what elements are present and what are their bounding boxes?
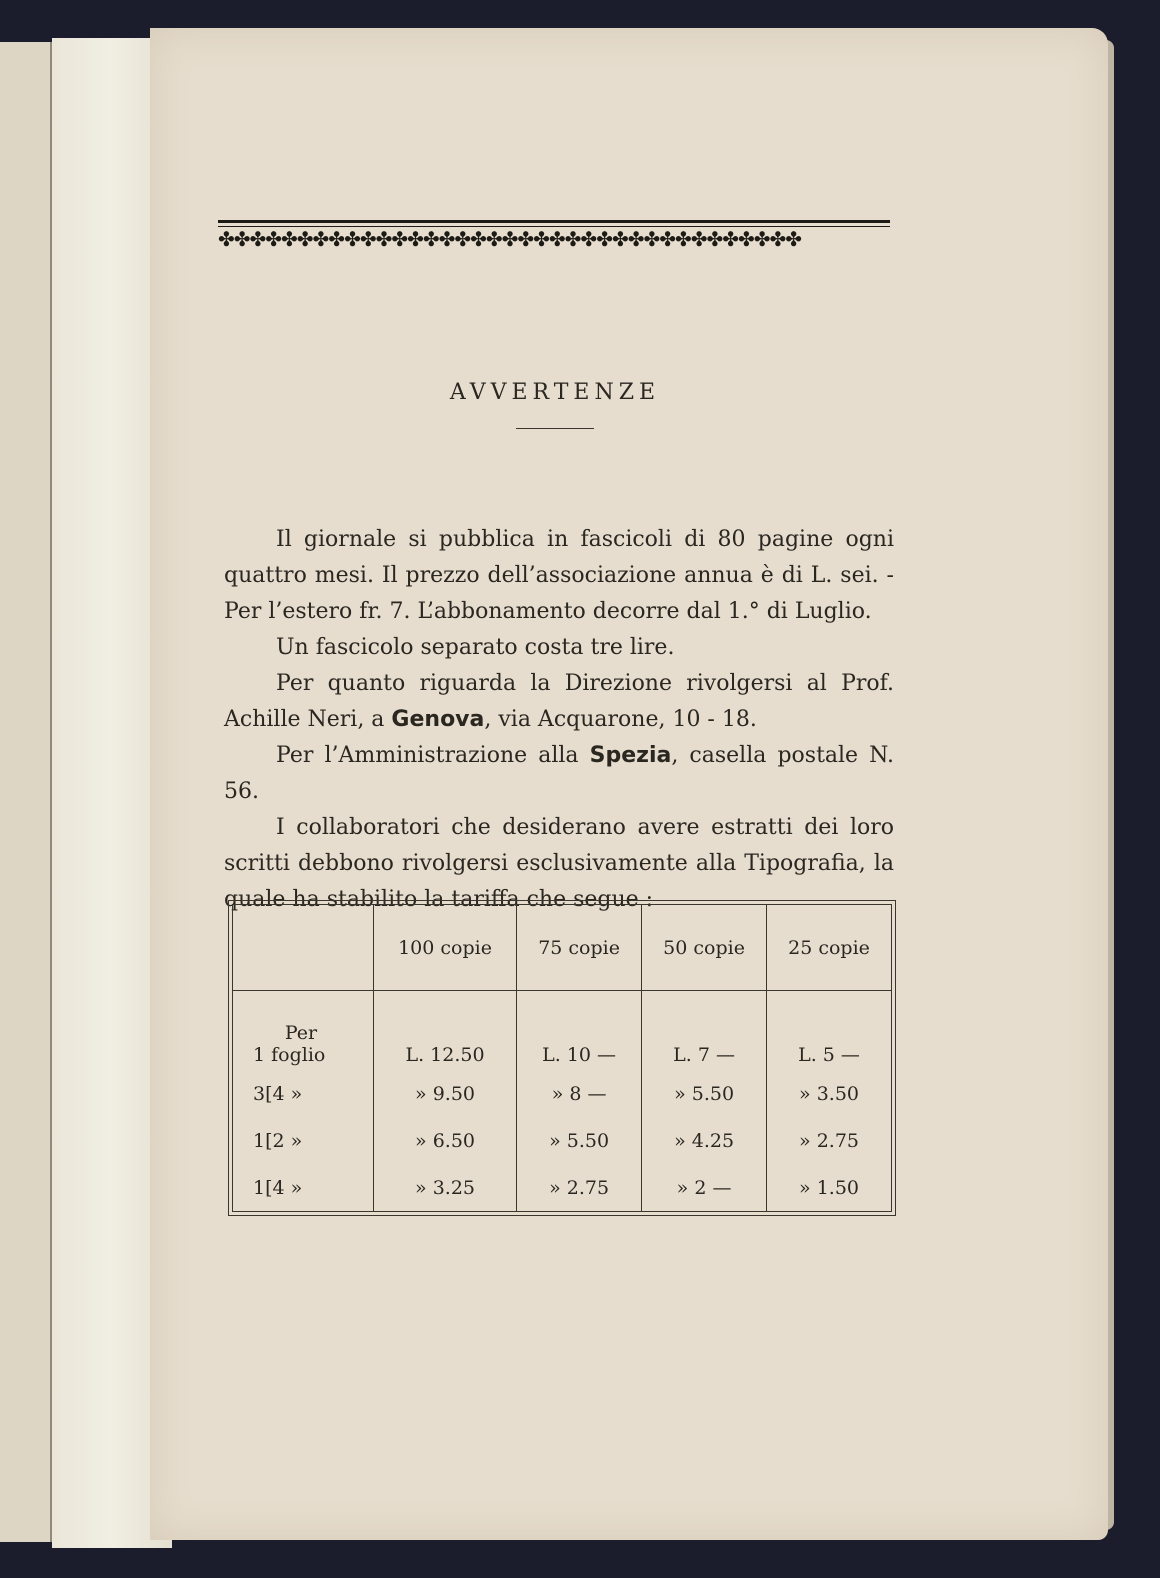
- administration-text-end: , casella postale N. 56.: [224, 743, 894, 804]
- table-cell: » 2.75: [767, 1117, 892, 1164]
- paragraph-subscription: Il giornale si pubblica in fascicoli di 80 pagine ogni quattro mesi. Il prezzo dell’associazione annua è di L. sei. - Per l’estero fr. 7. L’abbonamento decorre dal 1.° di Luglio.: [224, 527, 894, 624]
- table-cell: 1[2 »: [253, 1129, 303, 1152]
- paragraph-single-issue: Un fascicolo separato costa tre lire.: [276, 635, 675, 660]
- direction-text-start: Per quanto riguarda la Direzione rivolgersi al Prof. Achille Neri, a: [224, 671, 894, 732]
- table-cell: » 3.50: [767, 1070, 892, 1117]
- tariff-table-frame: [228, 900, 896, 1216]
- ornament-rule-top: [218, 220, 890, 223]
- notice-text: [224, 522, 894, 918]
- table-cell: » 1.50: [767, 1164, 892, 1211]
- table-cell: » 9.50: [373, 1070, 516, 1117]
- ornament-rule-thin: [218, 226, 890, 227]
- ornament-glyphs: ✤✤✤✤✤✤✤✤✤✤✤✤✤✤✤✤✤✤✤✤✤✤✤✤✤✤✤✤✤✤✤✤✤✤✤✤✤: [218, 228, 802, 250]
- per-label: Per: [284, 1022, 318, 1045]
- table-header-cell: 75 copie: [517, 905, 642, 991]
- table-cell: L. 5 —: [767, 991, 892, 1070]
- table-cell: 1[4 »: [253, 1176, 303, 1199]
- table-row: [233, 991, 892, 1070]
- table-header-cell: 50 copie: [642, 905, 767, 991]
- paragraph-direction: [224, 666, 894, 738]
- direction-text-end: , via Acquarone, 10 - 18.: [484, 707, 757, 732]
- table-cell: » 3.25: [373, 1164, 516, 1211]
- tariff-table: [232, 904, 892, 1212]
- table-cell: [233, 991, 374, 1070]
- table-row: [233, 1164, 892, 1211]
- page-title: AVVERTENZE: [449, 380, 661, 405]
- table-header-cell: 100 copie: [373, 905, 516, 991]
- table-cell: » 8 —: [517, 1070, 642, 1117]
- row-label: 1 foglio: [253, 1044, 326, 1067]
- table-cell: » 6.50: [373, 1117, 516, 1164]
- table-cell: L. 10 —: [517, 991, 642, 1070]
- table-cell: » 5.50: [642, 1070, 767, 1117]
- table-cell: L. 7 —: [642, 991, 767, 1070]
- table-cell: L. 12.50: [373, 991, 516, 1070]
- table-header-cell: 25 copie: [767, 905, 892, 991]
- table-cell: » 5.50: [517, 1117, 642, 1164]
- table-header-cell: [233, 905, 374, 991]
- table-cell: » 2.75: [517, 1164, 642, 1211]
- table-cell: » 2 —: [642, 1164, 767, 1211]
- ornamental-border: [218, 220, 890, 256]
- table-row: [233, 1117, 892, 1164]
- table-header-row: [233, 905, 892, 991]
- table-cell: 3[4 »: [253, 1082, 303, 1105]
- city-spezia: Spezia: [589, 743, 672, 768]
- paragraph-administration: [224, 738, 894, 810]
- title-underline: [516, 428, 594, 429]
- paragraph-collaborators: I collaboratori che desiderano avere estratti dei loro scritti debbono rivolgersi esclusivamente alla Tipografia, la quale ha stabilito la tariffa che segue :: [224, 815, 894, 912]
- table-row: [233, 1070, 892, 1117]
- city-genova: Genova: [391, 707, 485, 732]
- administration-text-start: Per l’Amministrazione alla: [276, 743, 590, 768]
- left-page-edge: [0, 42, 52, 1542]
- table-cell: » 4.25: [642, 1117, 767, 1164]
